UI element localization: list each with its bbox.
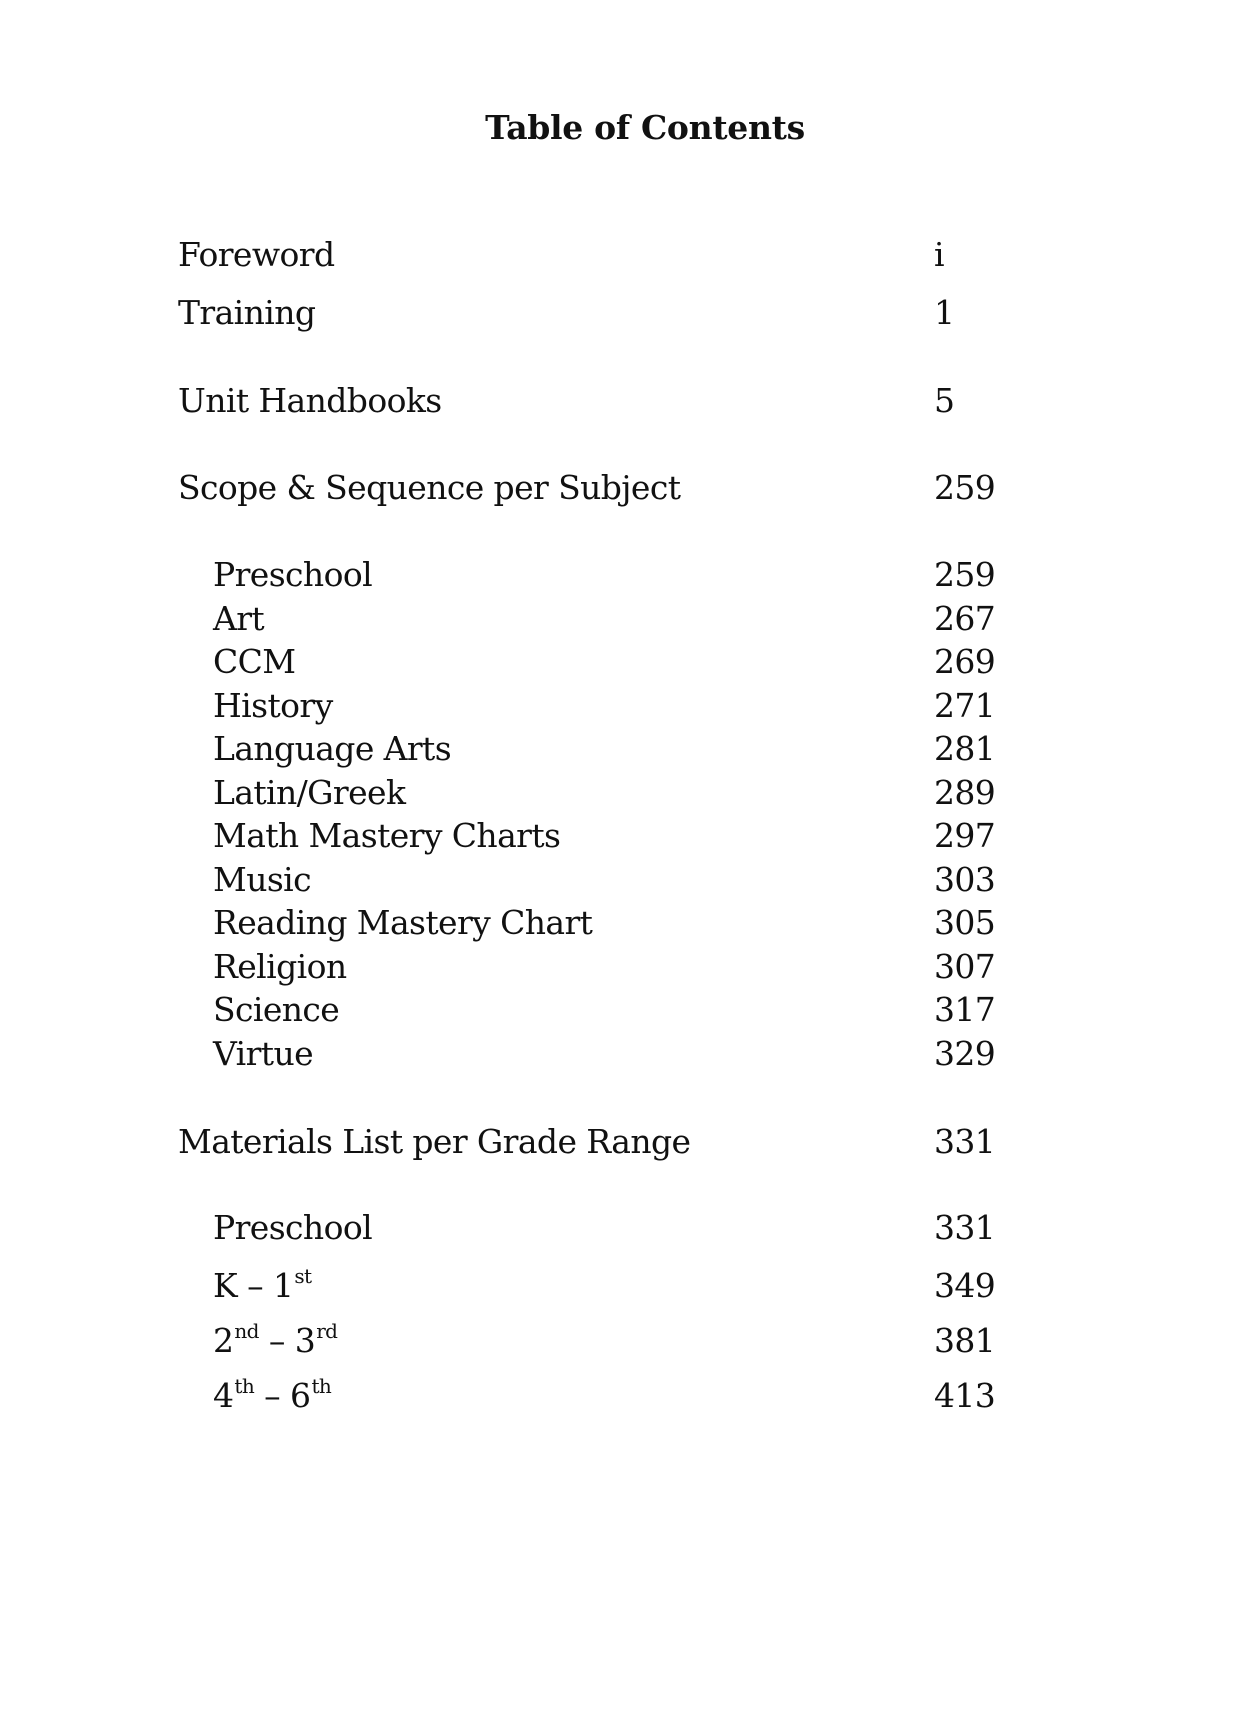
toc-entry-page: 381: [934, 1321, 996, 1360]
toc-entry-label: Materials List per Grade Range: [178, 1122, 691, 1161]
toc-entry-label: Scope & Sequence per Subject: [178, 468, 681, 507]
toc-subentry-language-arts: [0, 727, 1252, 771]
toc-subentry-2nd-3rd: [0, 1319, 1252, 1363]
toc-entry-page: 259: [934, 468, 996, 507]
toc-entry-label: [213, 1319, 337, 1363]
toc-entry-page: 303: [934, 860, 996, 899]
toc-entry-page: 281: [934, 729, 996, 768]
grade-to-suffix: rd: [316, 1319, 338, 1343]
toc-entry-page: 267: [934, 599, 996, 638]
toc-entry-page: 349: [934, 1266, 996, 1305]
toc-entry-page: 1: [934, 293, 955, 332]
toc-entry-label: Music: [213, 860, 312, 899]
toc-entry-label: Science: [213, 990, 340, 1029]
toc-entry-page: 297: [934, 816, 996, 855]
toc-subentry-music: [0, 858, 1252, 902]
toc-entry-label: Math Mastery Charts: [213, 816, 561, 855]
toc-entry-label: Foreword: [178, 235, 335, 274]
toc-entry-label: Unit Handbooks: [178, 381, 442, 420]
toc-entry-label: History: [213, 686, 333, 725]
toc-entry-label: Preschool: [213, 1208, 373, 1247]
toc-entry-page: 5: [934, 381, 955, 420]
toc-entry-page: 331: [934, 1208, 996, 1247]
toc-entry-page: 413: [934, 1376, 996, 1415]
grade-to: 3: [294, 1321, 316, 1360]
toc-subentry-latin-greek: [0, 771, 1252, 815]
toc-subentry-math-mastery-charts: [0, 814, 1252, 858]
grade-from: 2: [213, 1321, 234, 1360]
toc-subentry-science: [0, 988, 1252, 1032]
grade-to-suffix: th: [311, 1374, 332, 1398]
toc-entry-label: Reading Mastery Chart: [213, 903, 593, 942]
toc-entry-page: 329: [934, 1034, 996, 1073]
toc-entry-materials-list: [0, 1120, 1252, 1164]
grade-from-suffix: nd: [234, 1319, 259, 1343]
toc-entry-label: CCM: [213, 642, 296, 681]
toc-entry-page: 289: [934, 773, 996, 812]
toc-entry-label: [213, 1374, 331, 1418]
toc-entry-page: 259: [934, 555, 996, 594]
grade-to: 1: [272, 1266, 294, 1305]
grade-dash: –: [264, 1376, 281, 1415]
toc-subentry-virtue: [0, 1032, 1252, 1076]
grade-from: 4: [213, 1376, 234, 1415]
toc-entry-label: Preschool: [213, 555, 373, 594]
toc-entry-label: Training: [178, 293, 316, 332]
toc-entry-page: 305: [934, 903, 996, 942]
toc-entry-label: Language Arts: [213, 729, 452, 768]
toc-subentry-art: [0, 597, 1252, 641]
toc-entry-page: 269: [934, 642, 996, 681]
toc-entry-scope-sequence: [0, 466, 1252, 510]
toc-entry-label: Religion: [213, 947, 347, 986]
toc-subentry-religion: [0, 945, 1252, 989]
toc-entry-foreword: [0, 233, 1252, 277]
toc-subentry-preschool: [0, 553, 1252, 597]
toc-entry-page: 331: [934, 1122, 996, 1161]
toc-entry-page: i: [934, 235, 944, 274]
grade-from-suffix: th: [234, 1374, 255, 1398]
grade-to: 6: [290, 1376, 311, 1415]
toc-entry-label: [213, 1264, 311, 1308]
grade-to-suffix: st: [294, 1264, 312, 1288]
grade-from: K: [213, 1266, 238, 1305]
toc-subentry-materials-preschool: [0, 1206, 1252, 1250]
toc-entry-training: [0, 291, 1252, 335]
toc-entry-label: Latin/Greek: [213, 773, 406, 812]
toc-entry-page: 271: [934, 686, 996, 725]
toc-entry-page: 317: [934, 990, 996, 1029]
grade-dash: –: [268, 1321, 285, 1360]
page-title: Table of Contents: [485, 108, 805, 147]
toc-subentry-history: [0, 684, 1252, 728]
grade-dash: –: [247, 1266, 263, 1305]
toc-subentry-ccm: [0, 640, 1252, 684]
toc-entry-page: 307: [934, 947, 996, 986]
toc-subentry-k-1st: [0, 1264, 1252, 1308]
toc-subentry-4th-6th: [0, 1374, 1252, 1418]
toc-entry-label: Virtue: [213, 1034, 314, 1073]
toc-subentry-reading-mastery-chart: [0, 901, 1252, 945]
toc-entry-unit-handbooks: [0, 379, 1252, 423]
toc-entry-label: Art: [213, 599, 265, 638]
